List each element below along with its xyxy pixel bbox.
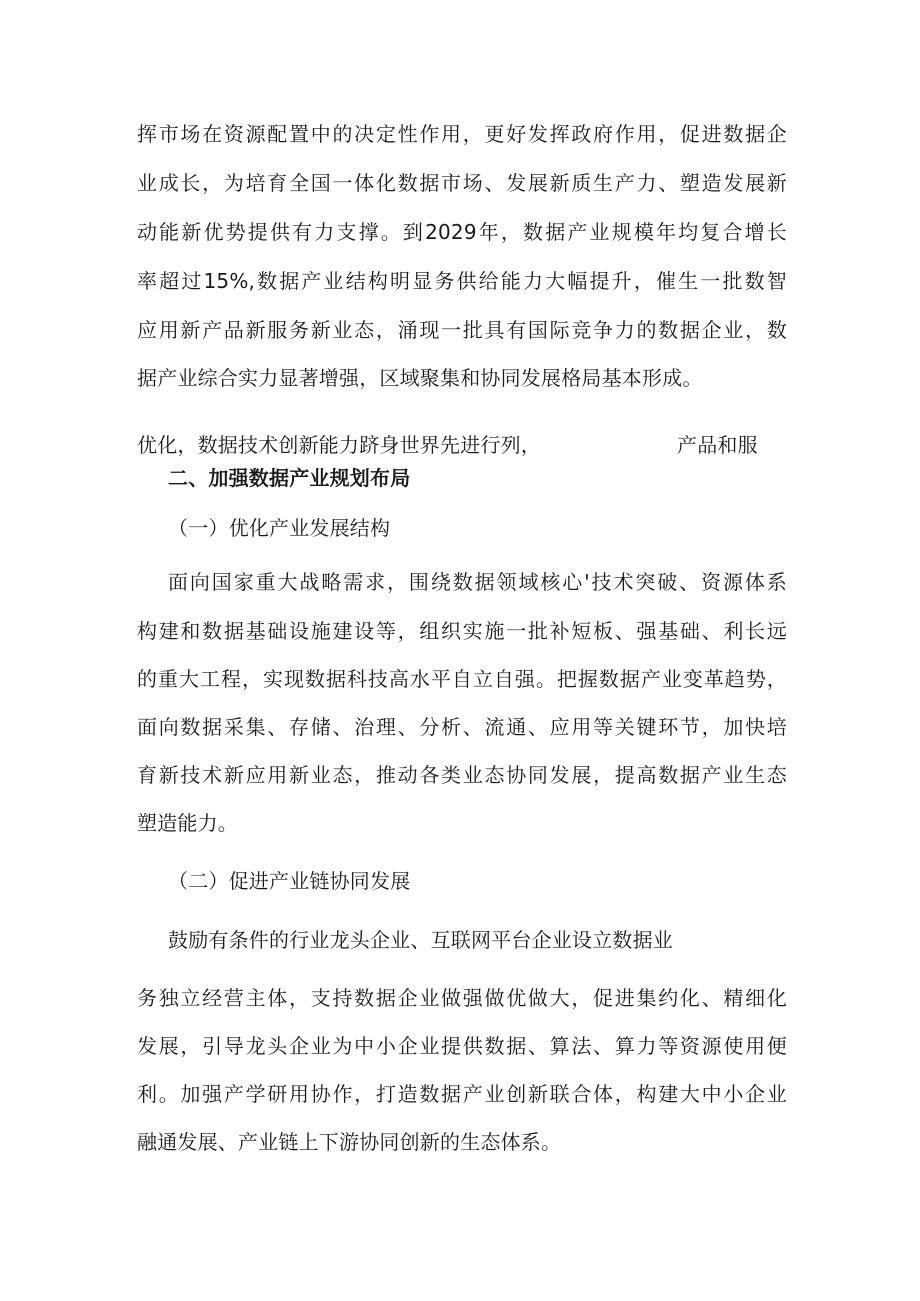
subsection-1-line-2: 构建和数据基础设施建设等，组织实施一批补短板、强基础、利长远 [137,619,787,643]
paragraph-1-line-6: 据产业综合实力显著增强，区域聚集和协同发展格局基本形成。 [137,366,703,390]
subsection-1-line-1: 面向国家重大战略需求，围绕数据领域核心'技术突破、资源体系 [168,570,787,594]
subsection-2-line-1: 务独立经营主体，支持数据企业做强做优做大，促进集约化、精细化 [137,986,787,1010]
paragraph-1-line-2: 业成长，为培育全国一体化数据市场、发展新质生产力、塑造发展新 [137,171,787,195]
subsection-1-heading: （一）优化产业发展结构 [168,516,391,540]
subsection-2-line-2: 发展，引导龙头企业为中小企业提供数据、算法、算力等资源使用便 [137,1034,787,1058]
paragraph-1-line-4: 率超过15%,数据产业结构明显务供给能力大幅提升，催生一批数智 [137,269,787,293]
subsection-2-first-line: 鼓励有条件的行业龙头企业、互联网平台企业设立数据业 [168,928,673,952]
subsection-1-line-4: 面向数据采集、存储、治理、分析、流通、应用等关键环节，加快培 [137,715,787,739]
subsection-2-line-3: 利。加强产学研用协作，打造数据产业创新联合体，构建大中小企业 [137,1082,787,1106]
fragment-line-right: 产品和服 [677,433,758,457]
section-2-heading: 二、加强数据产业规划布局 [168,466,411,490]
subsection-2-heading: （二）促进产业链协同发展 [168,869,411,893]
fragment-line-left: 优化，数据技术创新能力跻身世界先进行列， [137,433,541,457]
subsection-1-line-6: 塑造能力。 [137,811,238,835]
paragraph-1-line-1: 挥市场在资源配置中的决定性作用，更好发挥政府作用，促进数据企 [137,122,787,146]
subsection-1-line-5: 育新技术新应用新业态，推动各类业态协同发展，提高数据产业生态 [137,763,787,787]
subsection-1-line-3: 的重大工程，实现数据科技高水平自立自强。把握数据产业变革趋势， [137,667,787,691]
subsection-2-line-4: 融通发展、产业链上下游协同创新的生态体系。 [137,1130,562,1154]
paragraph-1-line-5: 应用新产品新服务新业态，涌现一批具有国际竞争力的数据企业，数 [137,318,787,342]
paragraph-1-line-3: 动能新优势提供有力支撑。到2029年，数据产业规模年均复合增长 [137,220,787,244]
